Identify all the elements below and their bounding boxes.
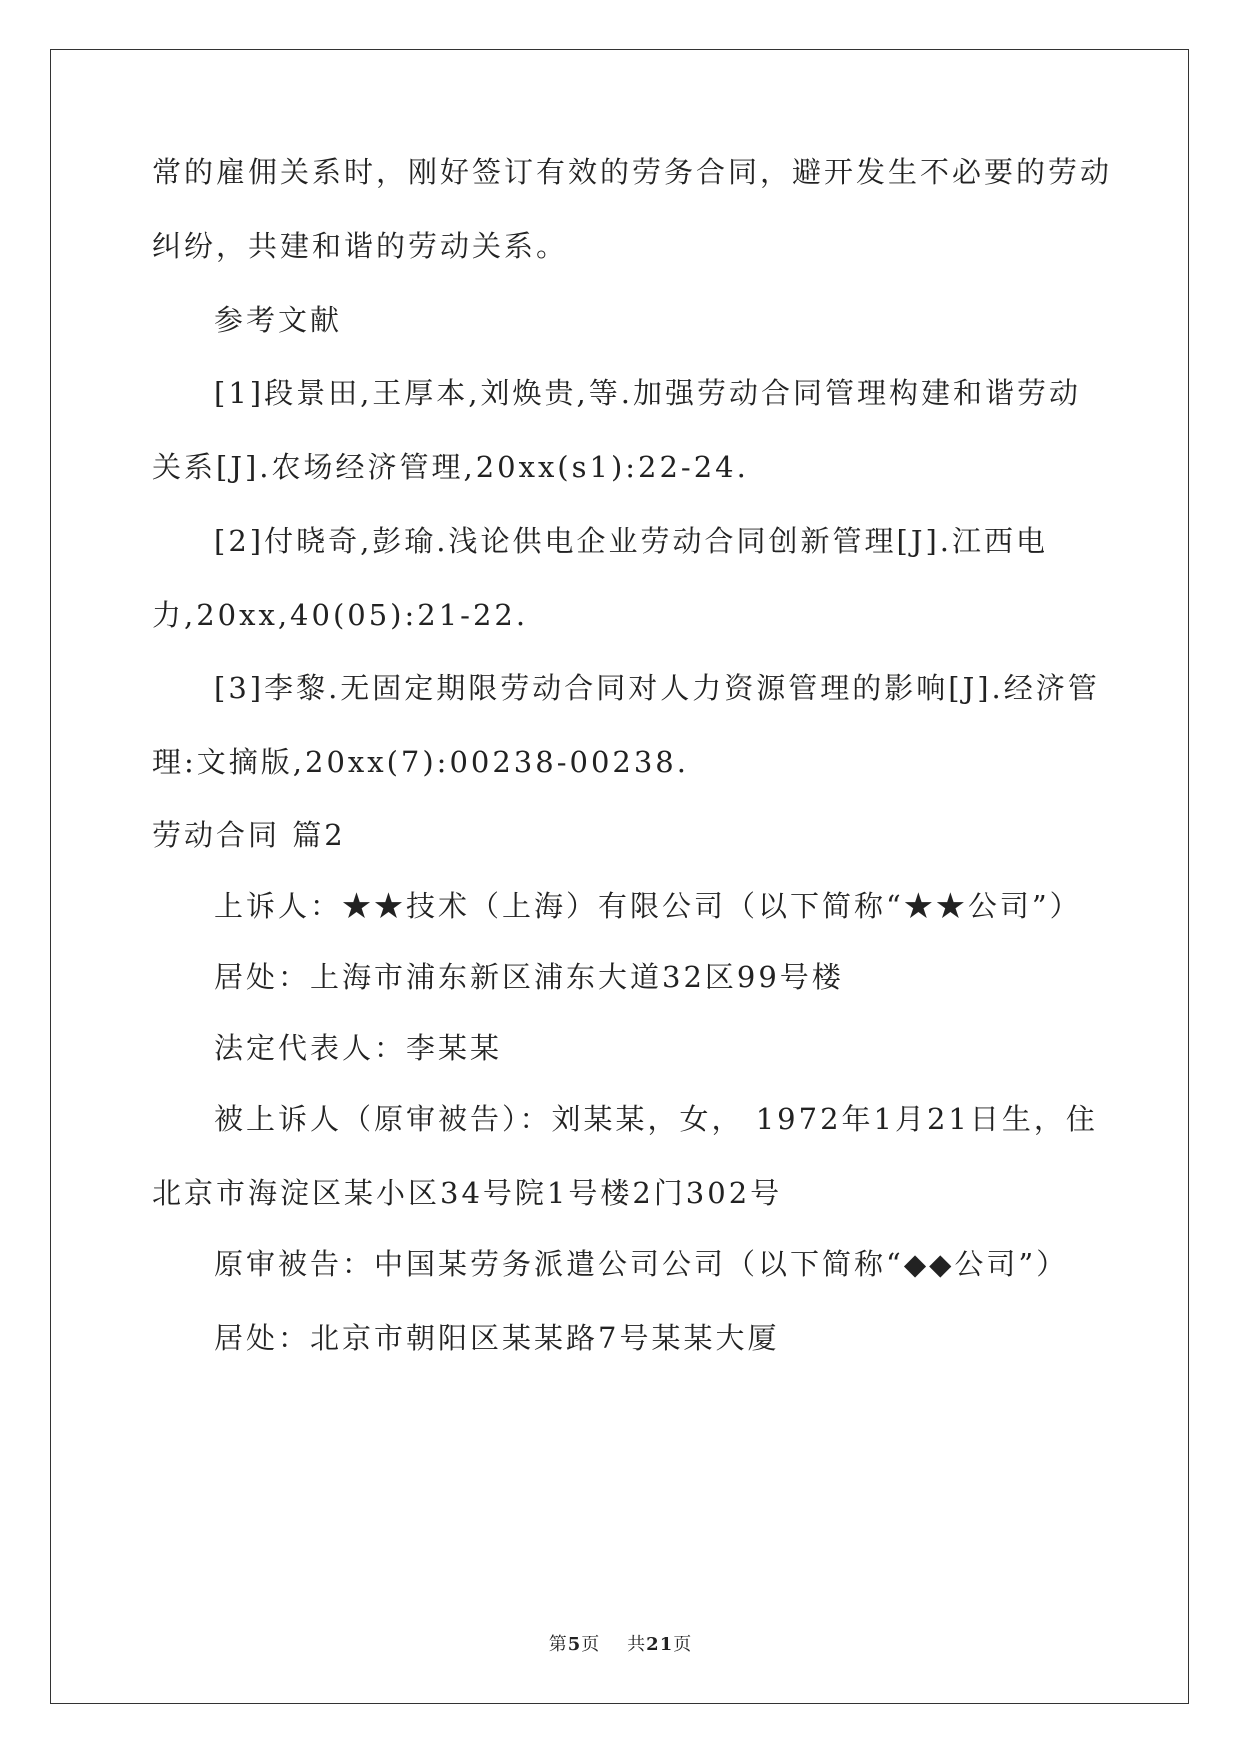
appellant-address-line: 居处：上海市浦东新区浦东大道32区99号楼 [214,960,844,994]
original-defendant-address-line: 居处：北京市朝阳区某某路7号某某大厦 [214,1321,780,1355]
section-heading: 劳动合同 篇2 [152,818,346,852]
page-border [50,49,1189,1704]
appellant-line: 上诉人：★★技术（上海）有限公司（以下简称“★★公司”） [214,889,1082,923]
paragraph-line-2: 纠纷，共建和谐的劳动关系。 [152,229,569,263]
footer-total-pages: 21 [646,1634,674,1655]
appellee-line-2: 北京市海淀区某小区34号院1号楼2门302号 [152,1176,783,1210]
reference-2-line-1: [2]付晓奇,彭瑜.浅论供电企业劳动合同创新管理[J].江西电 [214,524,1048,558]
reference-2-line-2: 力,20xx,40(05):21-22. [152,598,529,632]
references-heading: 参考文献 [214,303,343,337]
original-defendant-line: 原审被告：中国某劳务派遣公司公司（以下简称“◆◆公司”） [214,1247,1069,1281]
footer-total-suffix: 页 [673,1634,693,1655]
reference-3-line-1: [3]李黎.无固定期限劳动合同对人力资源管理的影响[J].经济管 [214,671,1100,705]
reference-1-line-1: [1]段景田,王厚本,刘焕贵,等.加强劳动合同管理构建和谐劳动 [214,376,1081,410]
footer-page-suffix: 页 [581,1634,601,1655]
footer-total-prefix: 共 [627,1634,647,1655]
appellee-line-1: 被上诉人（原审被告）：刘某某，女， 1972年1月21日生，住 [214,1102,1098,1136]
page-footer [0,1630,1241,1656]
footer-page-prefix: 第 [548,1634,568,1655]
legal-representative-line: 法定代表人：李某某 [214,1031,503,1065]
reference-3-line-2: 理:文摘版,20xx(7):00238-00238. [152,745,689,779]
paragraph-line-1: 常的雇佣关系时，刚好签订有效的劳务合同，避开发生不必要的劳动 [152,155,1113,189]
reference-1-line-2: 关系[J].农场经济管理,20xx(s1):22-24. [152,450,749,484]
footer-page-number: 5 [567,1634,582,1655]
